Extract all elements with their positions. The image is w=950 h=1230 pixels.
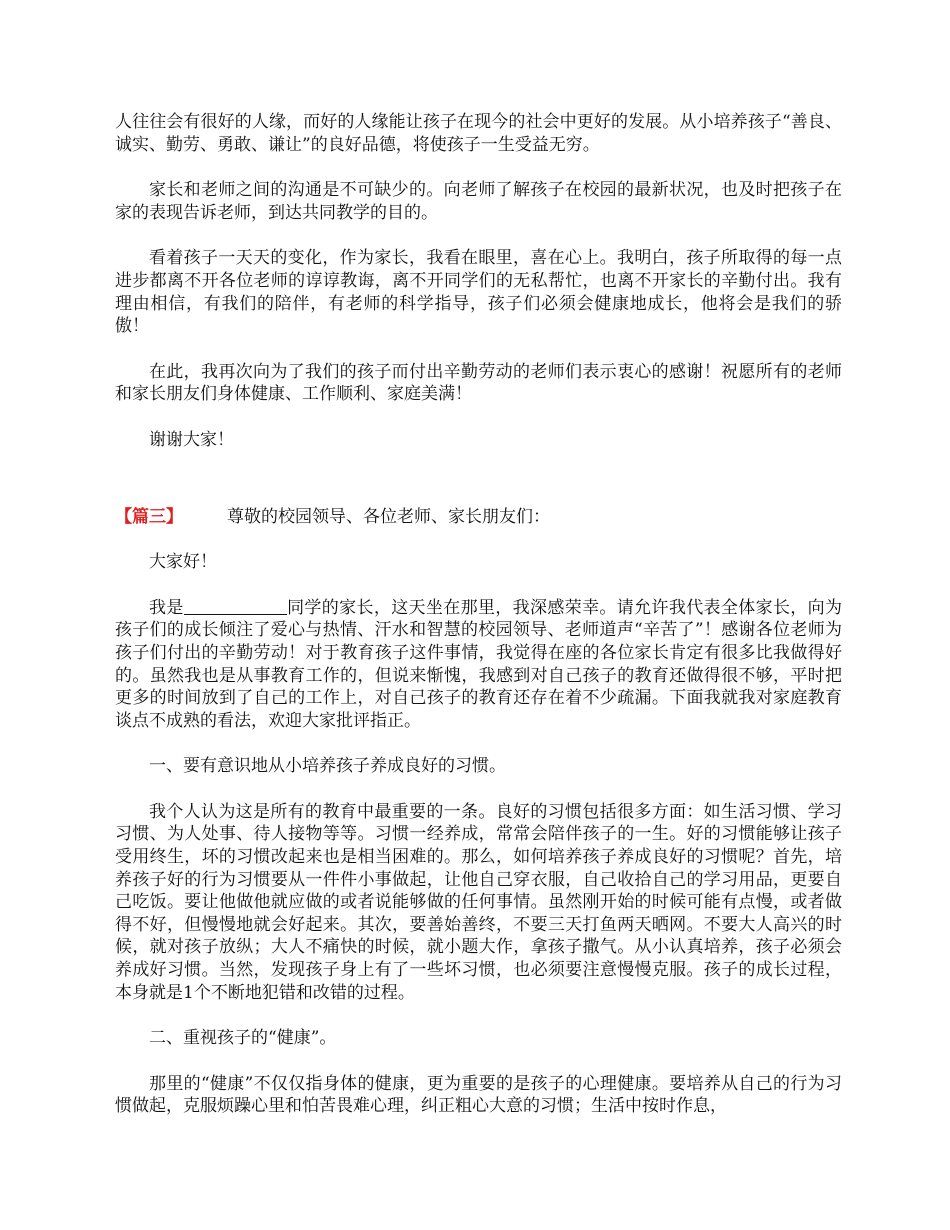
name-blank-line (184, 598, 287, 615)
section-greeting: 尊敬的校园领导、各位老师、家长朋友们： (227, 506, 550, 527)
section-spacer (115, 475, 842, 506)
paragraph-closing: 谢谢大家！ (149, 429, 234, 450)
paragraph-progress: 看着孩子一天天的变化，作为家长，我看在眼里，喜在心上。我明白，孩子所取得的每一点进步都离不开各位老师的谆谆教诲，离不开同学们的无私帮忙，也离不开家长的辛勤付出。我有理由相信，有我们的陪伴，有老师的科学指导，孩子们必须会健康地成长，他将会是我们的骄傲！ (115, 248, 842, 337)
document-page (115, 111, 842, 1141)
paragraph-hello: 大家好！ (149, 552, 217, 573)
section-tag: 【篇三】 (115, 506, 183, 527)
point1-body: 我个人认为这是所有的教育中最重要的一条。良好的习惯包括很多方面：如生活习惯、学习习惯、为人处事、待人接物等等。习惯一经养成，常常会陪伴孩子的一生。好的习惯能够让孩子受用终生，坏的习惯改起来也是相当困难的。那么，如何培养孩子养成良好的习惯呢？首先，培养孩子好的行为习惯要从一件件小事做起，让他自己穿衣服，自己收拾自己的学习用品，更要自己吃饭。要让他做他就应做的或者说能够做的任何事情。虽然刚开始的时候可能有点慢，或者做得不好，但慢慢地就会好起来。其次，要善始善终，不要三天打鱼两天晒网。不要大人高兴的时候，就对孩子放纵；大人不痛快的时候，就小题大作，拿孩子撒气。从小认真培养，孩子必须会养成好习惯。当然，发现孩子身上有了一些坏习惯，也必须要注意慢慢克服。孩子的成长过程，本身就是1个不断地犯错和改错的过程。 (115, 801, 842, 1003)
point2-body: 那里的“健康”不仅仅指身体的健康，更为重要的是孩子的心理健康。要培养从自己的行为习惯做起，克服烦躁心里和怕苦畏难心理，纠正粗心大意的习惯；生活中按时作息， (115, 1073, 842, 1117)
paragraph-thanks: 在此，我再次向为了我们的孩子而付出辛勤劳动的老师们表示衷心的感谢！祝愿所有的老师和家长朋友们身体健康、工作顺利、家庭美满！ (115, 361, 842, 405)
section-header (115, 506, 842, 529)
point2-heading: 二、重视孩子的“健康”。 (149, 1028, 337, 1049)
point1-heading: 一、要有意识地从小培养孩子养成良好的习惯。 (149, 756, 506, 777)
paragraph-continuation: 人往往会有很好的人缘，而好的人缘能让孩子在现今的社会中更好的发展。从小培养孩子“善良、诚实、勤劳、勇敢、谦让”的良好品德，将使孩子一生受益无穷。 (115, 112, 842, 155)
intro-after-blank: 同学的家长，这天坐在那里，我深感荣幸。请允许我代表全体家长，向为孩子们的成长倾注了爱心与热情、汗水和智慧的校园领导、老师道声“辛苦了”！感谢各位老师为孩子们付出的辛勤劳动！对于教育孩子这件事情，我觉得在座的各位家长肯定有很多比我做得好的。虽然我也是从事教育工作的，但说来惭愧，我感到对自己孩子的教育还做得很不够，平时把更多的时间放到了自己的工作上，对自己孩子的教育还存在着不少疏漏。下面我就我对家庭教育谈点不成熟的看法，欢迎大家批评指正。 (115, 597, 843, 731)
paragraph-intro (115, 597, 842, 733)
paragraph-communication: 家长和老师之间的沟通是不可缺少的。向老师了解孩子在校园的最新状况，也及时把孩子在家的表现告诉老师，到达共同教学的目的。 (115, 180, 842, 223)
intro-before-blank: 我是 (149, 597, 184, 618)
